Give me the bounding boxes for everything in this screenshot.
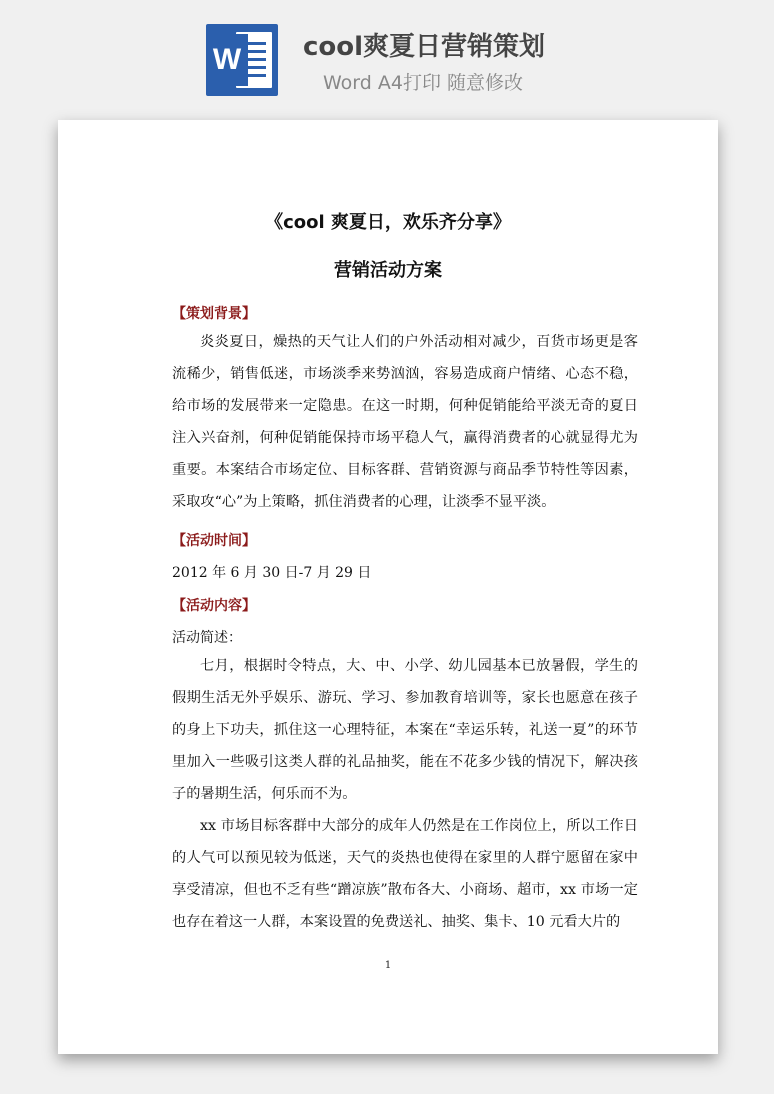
header bbox=[0, 0, 774, 112]
document-title: 《cool 爽夏日，欢乐齐分享》 bbox=[265, 212, 511, 233]
section-body-time: 2012 年 6 月 30 日-7 月 29 日 bbox=[172, 565, 372, 581]
section-body-background: 炎炎夏日，燥热的天气让人们的户外活动相对减少，百货市场更是客流稀少，销售低迷，市场淡季来势汹汹，容易造成商户情绪、心态不稳，给市场的发展带来一定隐患。在这一时期，何种促销能给平淡无奇的夏日注入兴奋剂，何种促销能保持市场平稳人气，赢得消费者的心就显得尤为重要。本案结合市场定位、目标客群、营销资源与商品季节特性等因素，采取攻“心”为上策略，抓住消费者的心理，让淡季不显平淡。 bbox=[172, 334, 638, 510]
document-page bbox=[58, 120, 718, 1054]
word-icon bbox=[206, 24, 278, 96]
page-number: 1 bbox=[384, 960, 392, 971]
page-subtitle: Word A4打印 随意修改 bbox=[323, 72, 524, 94]
section-heading-time: 【活动时间】 bbox=[172, 533, 256, 549]
page-title: cool爽夏日营销策划 bbox=[303, 32, 546, 62]
document-subtitle: 营销活动方案 bbox=[334, 260, 442, 281]
section-paragraph: 七月，根据时令特点，大、中、小学、幼儿园基本已放暑假，学生的假期生活无外乎娱乐、游玩、学习、参加教育培训等，家长也愿意在孩子的身上下功夫，抓住这一心理特征，本案在“幸运乐转，礼送一夏”的环节里加入一些吸引这类人群的礼品抽奖，能在不花多少钱的情况下，解决孩子的暑期生活，何乐而不为。 bbox=[172, 658, 638, 802]
word-icon-letter: W bbox=[206, 34, 248, 86]
section-intro-content: 活动简述： bbox=[172, 630, 242, 646]
section-paragraph: xx 市场目标客群中大部分的成年人仍然是在工作岗位上，所以工作日的人气可以预见较为低迷，天气的炎热也使得在家里的人群宁愿留在家中享受清凉，但也不乏有些“蹭凉族”散布各大、小商场、超市，xx 市场一定也存在着这一人群，本案设置的免费送礼、抽奖、集卡、10 元看大片的 bbox=[172, 818, 638, 930]
section-heading-background: 【策划背景】 bbox=[172, 306, 256, 322]
section-heading-content: 【活动内容】 bbox=[172, 598, 256, 614]
